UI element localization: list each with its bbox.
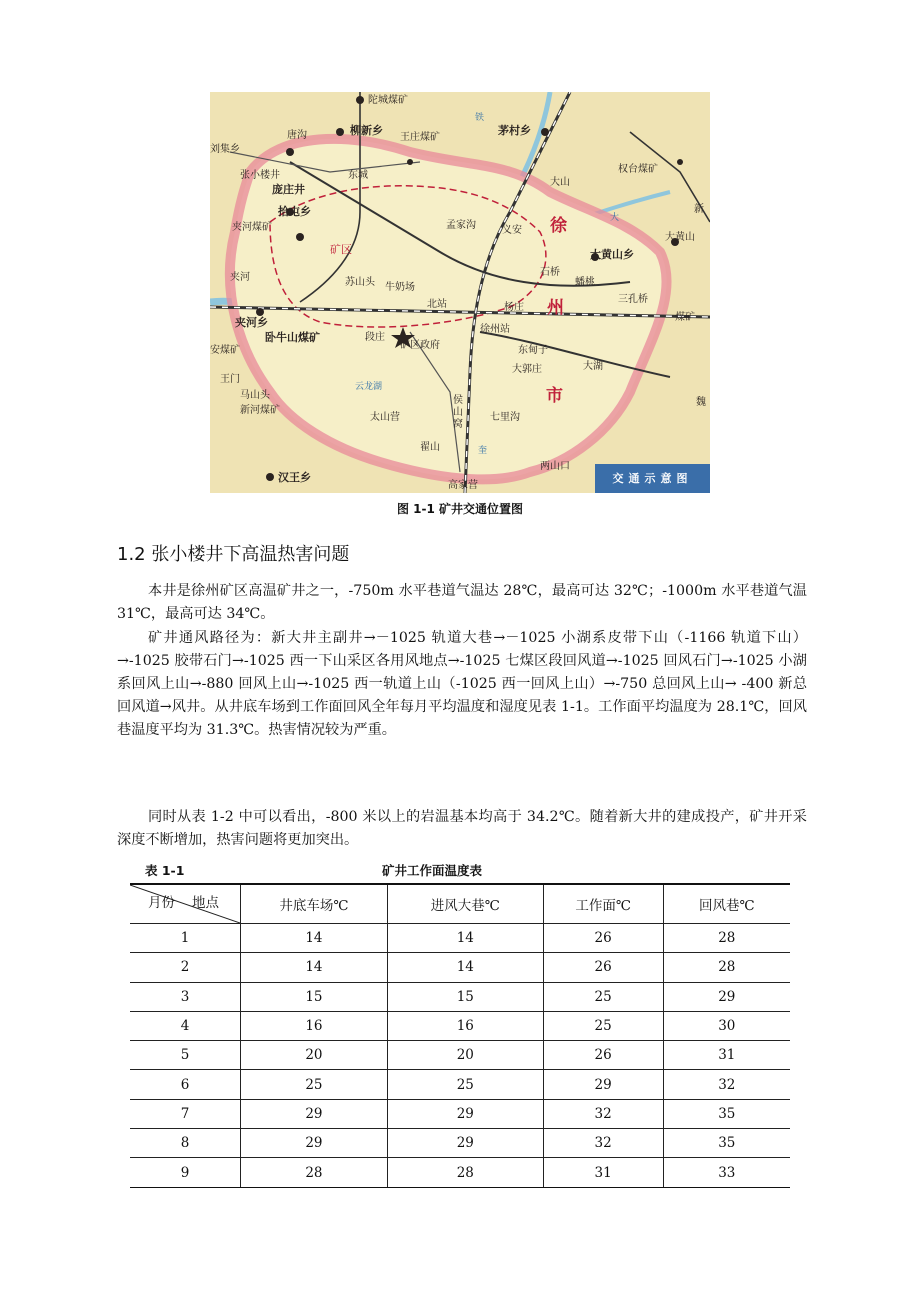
table-cell: 14 (241, 953, 388, 982)
map-label: 刘集乡 (210, 144, 240, 155)
map-label: 汉王乡 (278, 471, 311, 484)
diagonal-line (130, 885, 240, 923)
table-row (130, 1011, 790, 1040)
map-label: 奎 (478, 446, 488, 456)
map-label: 茅村乡 (498, 124, 531, 137)
table-cell: 7 (130, 1099, 241, 1128)
table-cell: 28 (663, 924, 790, 953)
map-label: 陀城煤矿 (368, 95, 408, 106)
table-cell: 25 (543, 982, 663, 1011)
map-label: 高家营 (448, 480, 478, 491)
mine-traffic-map (210, 92, 710, 493)
map-label: 侯山窝 (453, 395, 463, 430)
map-label: 州 (547, 298, 564, 318)
map-label: 东城 (348, 170, 368, 181)
map-label: 石桥 (540, 267, 560, 278)
map-label: 王庄煤矿 (400, 132, 440, 143)
map-label: 大 (610, 213, 620, 223)
map-label: 马山头 (240, 390, 270, 401)
map-label: 卧牛山煤矿 (265, 331, 320, 344)
table-cell: 26 (543, 924, 663, 953)
table-cell: 32 (543, 1129, 663, 1158)
table-cell: 25 (543, 1011, 663, 1040)
table-cell: 1 (130, 924, 241, 953)
table-cell: 25 (387, 1070, 543, 1099)
map-label: 段庄 (365, 332, 385, 343)
map-label: 新 (694, 204, 704, 215)
map-label: 孟家沟 (446, 220, 476, 231)
map-label: 柳新乡 (350, 124, 383, 137)
table-cell: 29 (543, 1070, 663, 1099)
figure-caption: 图 1-1 矿井交通位置图 (396, 502, 524, 516)
temperature-table (130, 883, 790, 1188)
table-label: 表 1-1 (145, 863, 185, 878)
table-cell: 25 (241, 1070, 388, 1099)
column-header: 工作面℃ (543, 884, 663, 924)
table-cell: 20 (241, 1041, 388, 1070)
table-row (130, 982, 790, 1011)
map-label: 三孔桥 (618, 294, 648, 305)
table-cell: 29 (241, 1129, 388, 1158)
table-cell: 35 (663, 1129, 790, 1158)
map-label: 夹河乡 (235, 316, 268, 329)
map-label: 太山营 (370, 412, 400, 423)
table-cell: 4 (130, 1011, 241, 1040)
table-cell: 14 (387, 924, 543, 953)
table-cell: 29 (241, 1099, 388, 1128)
table-cell: 29 (387, 1129, 543, 1158)
table-cell: 33 (663, 1158, 790, 1187)
map-label: 新河煤矿 (240, 405, 280, 416)
map-label: 七里沟 (490, 412, 520, 423)
table-cell: 32 (543, 1099, 663, 1128)
table-cell: 2 (130, 953, 241, 982)
table-cell: 31 (663, 1041, 790, 1070)
table-cell: 15 (387, 982, 543, 1011)
table-row (130, 953, 790, 982)
table-header-row (130, 884, 790, 924)
table-cell: 35 (663, 1099, 790, 1128)
table-row (130, 1158, 790, 1187)
map-graphics (210, 92, 710, 493)
table-cell: 28 (663, 953, 790, 982)
table-cell: 16 (241, 1011, 388, 1040)
corner-location: 地点 (192, 895, 219, 911)
corner-header (130, 884, 241, 924)
corner-month: 月份 (148, 895, 175, 911)
table-cell: 15 (241, 982, 388, 1011)
map-label: 杨庄 (504, 302, 524, 313)
map-label: 矿区 (330, 243, 352, 256)
section-heading: 1.2 张小楼井下高温热害问题 (117, 544, 350, 565)
map-label: 云龙湖 (355, 382, 383, 392)
paragraph-3-block (117, 806, 807, 852)
paragraph-2: 矿井通风路径为：新大井主副井→－1025 轨道大巷→－1025 小湖系皮带下山（-1166 轨道下山）→-1025 胶带石门→-1025 西一下山采区各用风地点→-1025 七煤区段回风道→-1025 回风石门→-1025 小湖系回风上山→-880 回风上山→-1025 西一轨道上山（-1025 西一回风上山）→-750 总回风上山→ -400 新总回风道→风井。从井底车场到工作面回风全年每月平均温度和湿度见表 1-1。工作面平均温度为 28.1℃，回风巷温度平均为 31.3℃。热害情况较为严重。 (117, 630, 808, 738)
map-label: 庞庄井 (272, 183, 305, 196)
map-label: 大黄山 (665, 232, 695, 243)
table-cell: 20 (387, 1041, 543, 1070)
table-cell: 30 (663, 1011, 790, 1040)
column-header: 回风巷℃ (663, 884, 790, 924)
table-cell: 31 (543, 1158, 663, 1187)
table-cell: 3 (130, 982, 241, 1011)
paragraph-3: 同时从表 1-2 中可以看出，-800 米以上的岩温基本均高于 34.2℃。随着新大井的建成投产，矿井开采深度不断增加，热害问题将更加突出。 (117, 809, 807, 848)
table-cell: 8 (130, 1129, 241, 1158)
table-cell: 28 (241, 1158, 388, 1187)
table-cell: 14 (387, 953, 543, 982)
table-cell: 29 (387, 1099, 543, 1128)
table-cell: 16 (387, 1011, 543, 1040)
map-label: 夹河煤矿 (232, 222, 272, 233)
paragraph-2-block (117, 627, 807, 742)
map-label: 铁 (475, 113, 485, 123)
map-label: 唐沟 (287, 130, 307, 141)
table-row (130, 1070, 790, 1099)
map-label: 北站 (427, 299, 447, 310)
table-cell: 5 (130, 1041, 241, 1070)
table-row (130, 924, 790, 953)
column-header: 进风大巷℃ (387, 884, 543, 924)
column-header: 井底车场℃ (241, 884, 388, 924)
table-row (130, 1099, 790, 1128)
table-cell: 6 (130, 1070, 241, 1099)
table-cell: 26 (543, 953, 663, 982)
map-label: 安煤矿 (210, 345, 240, 356)
table-cell: 9 (130, 1158, 241, 1187)
paragraph-1: 本井是徐州矿区高温矿井之一，-750m 水平巷道气温达 28℃，最高可达 32℃；-1000m 水平巷道气温 31℃，最高可达 34℃。 (117, 583, 807, 622)
map-label: 张小楼井 (240, 170, 280, 181)
map-label: 夹河 (230, 272, 250, 283)
map-label: 徐 (550, 216, 567, 236)
map-label: 大黄山乡 (590, 248, 634, 261)
table-cell: 26 (543, 1041, 663, 1070)
map-label: 翟山 (420, 442, 440, 453)
table-row (130, 1041, 790, 1070)
table-cell: 14 (241, 924, 388, 953)
map-label: 蟠桃 (575, 277, 595, 288)
map-label: 矿区政府 (400, 340, 440, 351)
map-label: 权台煤矿 (618, 164, 658, 175)
map-label: 大山 (550, 177, 570, 188)
map-label: 大湖 (583, 361, 603, 372)
map-legend: 交通示意图 (595, 464, 710, 493)
map-label: 煤矿 (675, 312, 695, 323)
map-label: 义安 (502, 225, 522, 236)
map-label: 市 (546, 386, 563, 406)
map-label: 两山口 (540, 461, 570, 472)
map-label: 东甸子 (518, 345, 548, 356)
map-label: 拾屯乡 (278, 205, 311, 218)
map-label: 徐州站 (480, 324, 510, 335)
map-label: 大郭庄 (512, 364, 542, 375)
map-label: 王门 (220, 374, 240, 385)
table-cell: 29 (663, 982, 790, 1011)
table-cell: 32 (663, 1070, 790, 1099)
table-title: 矿井工作面温度表 (382, 863, 483, 878)
map-label: 牛奶场 (385, 282, 415, 293)
table-cell: 28 (387, 1158, 543, 1187)
map-label: 苏山头 (345, 277, 375, 288)
table-row (130, 1129, 790, 1158)
paragraph-1-block (117, 580, 807, 626)
map-label: 魏 (696, 397, 706, 408)
